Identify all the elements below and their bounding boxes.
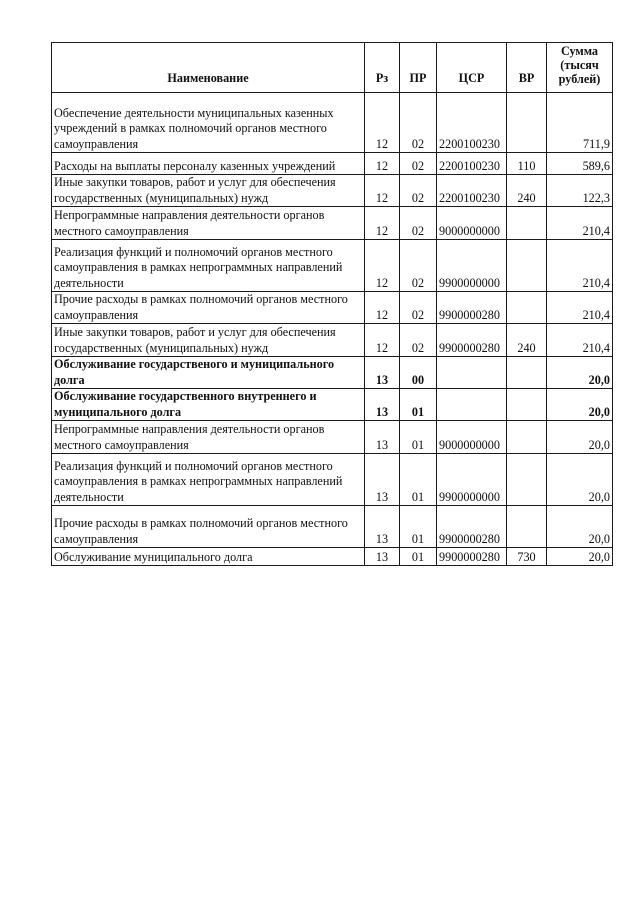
- cell-csr: 2200100230: [437, 153, 507, 175]
- cell-pr: 01: [400, 389, 437, 421]
- cell-pr: 02: [400, 292, 437, 324]
- table-body: [52, 93, 613, 566]
- cell-sum: 20,0: [547, 454, 613, 506]
- cell-rz: 13: [365, 506, 400, 548]
- cell-sum: 210,4: [547, 324, 613, 357]
- cell-sum: 122,3: [547, 175, 613, 207]
- cell-sum: 210,4: [547, 292, 613, 324]
- header-rz: Рз: [365, 43, 400, 93]
- cell-vr: 240: [507, 175, 547, 207]
- cell-vr: [507, 389, 547, 421]
- cell-name: Прочие расходы в рамках полномочий органов местного самоуправления: [52, 292, 365, 324]
- cell-rz: 12: [365, 175, 400, 207]
- table-row: [52, 240, 613, 292]
- cell-rz: 12: [365, 93, 400, 153]
- cell-name: Иные закупки товаров, работ и услуг для обеспечения государственных (муниципальных) нужд: [52, 324, 365, 357]
- cell-name: Реализация функций и полномочий органов местного самоуправления в рамках непрограммных направлений деятельности: [52, 240, 365, 292]
- cell-sum: 210,4: [547, 240, 613, 292]
- cell-csr: 9900000000: [437, 454, 507, 506]
- cell-csr: 9900000000: [437, 240, 507, 292]
- cell-csr: 9900000280: [437, 506, 507, 548]
- cell-sum: 589,6: [547, 153, 613, 175]
- header-name: Наименование: [52, 43, 365, 93]
- table-row: [52, 93, 613, 153]
- cell-vr: [507, 207, 547, 240]
- cell-sum: 711,9: [547, 93, 613, 153]
- cell-pr: 01: [400, 506, 437, 548]
- budget-table: [51, 42, 613, 566]
- cell-csr: 9900000280: [437, 324, 507, 357]
- cell-vr: [507, 357, 547, 389]
- cell-sum: 20,0: [547, 506, 613, 548]
- cell-pr: 00: [400, 357, 437, 389]
- cell-sum: 20,0: [547, 357, 613, 389]
- cell-rz: 13: [365, 421, 400, 454]
- header-sum: Сумма (тысяч рублей): [547, 43, 613, 93]
- cell-vr: [507, 506, 547, 548]
- table-row: [52, 421, 613, 454]
- cell-pr: 01: [400, 548, 437, 566]
- cell-vr: 110: [507, 153, 547, 175]
- table-row: [52, 153, 613, 175]
- cell-name: Реализация функций и полномочий органов местного самоуправления в рамках непрограммных направлений деятельности: [52, 454, 365, 506]
- cell-pr: 02: [400, 153, 437, 175]
- header-vr: ВР: [507, 43, 547, 93]
- cell-pr: 02: [400, 324, 437, 357]
- cell-pr: 02: [400, 175, 437, 207]
- cell-name: Обслуживание государственого и муниципального долга: [52, 357, 365, 389]
- cell-csr: [437, 389, 507, 421]
- cell-vr: [507, 93, 547, 153]
- table-row: [52, 389, 613, 421]
- cell-rz: 13: [365, 389, 400, 421]
- header-pr: ПР: [400, 43, 437, 93]
- cell-rz: 12: [365, 207, 400, 240]
- cell-pr: 01: [400, 421, 437, 454]
- cell-rz: 12: [365, 292, 400, 324]
- cell-vr: [507, 421, 547, 454]
- table-row: [52, 324, 613, 357]
- table-row: [52, 454, 613, 506]
- cell-name: Иные закупки товаров, работ и услуг для обеспечения государственных (муниципальных) нужд: [52, 175, 365, 207]
- cell-sum: 20,0: [547, 421, 613, 454]
- table-row: [52, 506, 613, 548]
- cell-sum: 20,0: [547, 548, 613, 566]
- cell-sum: 210,4: [547, 207, 613, 240]
- cell-csr: 9000000000: [437, 207, 507, 240]
- cell-pr: 02: [400, 93, 437, 153]
- cell-csr: 9000000000: [437, 421, 507, 454]
- cell-csr: 2200100230: [437, 93, 507, 153]
- cell-rz: 13: [365, 454, 400, 506]
- cell-vr: [507, 454, 547, 506]
- cell-rz: 13: [365, 357, 400, 389]
- cell-csr: [437, 357, 507, 389]
- cell-rz: 12: [365, 240, 400, 292]
- table-row: [52, 292, 613, 324]
- cell-name: Обеспечение деятельности муниципальных казенных учреждений в рамках полномочий органов местного самоуправления: [52, 93, 365, 153]
- cell-rz: 12: [365, 324, 400, 357]
- table-row: [52, 548, 613, 566]
- cell-csr: 9900000280: [437, 292, 507, 324]
- cell-name: Непрограммные направления деятельности органов местного самоуправления: [52, 207, 365, 240]
- table-header-row: [52, 43, 613, 93]
- cell-vr: 240: [507, 324, 547, 357]
- cell-sum: 20,0: [547, 389, 613, 421]
- table-row: [52, 175, 613, 207]
- cell-name: Обслуживание муниципального долга: [52, 548, 365, 566]
- cell-name: Прочие расходы в рамках полномочий органов местного самоуправления: [52, 506, 365, 548]
- cell-csr: 2200100230: [437, 175, 507, 207]
- cell-name: Непрограммные направления деятельности органов местного самоуправления: [52, 421, 365, 454]
- cell-pr: 02: [400, 207, 437, 240]
- cell-pr: 02: [400, 240, 437, 292]
- cell-csr: 9900000280: [437, 548, 507, 566]
- cell-vr: [507, 292, 547, 324]
- cell-rz: 12: [365, 153, 400, 175]
- cell-name: Расходы на выплаты персоналу казенных учреждений: [52, 153, 365, 175]
- cell-vr: [507, 240, 547, 292]
- table-row: [52, 357, 613, 389]
- table-row: [52, 207, 613, 240]
- cell-name: Обслуживание государственного внутреннего и муниципального долга: [52, 389, 365, 421]
- cell-rz: 13: [365, 548, 400, 566]
- cell-vr: 730: [507, 548, 547, 566]
- cell-pr: 01: [400, 454, 437, 506]
- header-csr: ЦСР: [437, 43, 507, 93]
